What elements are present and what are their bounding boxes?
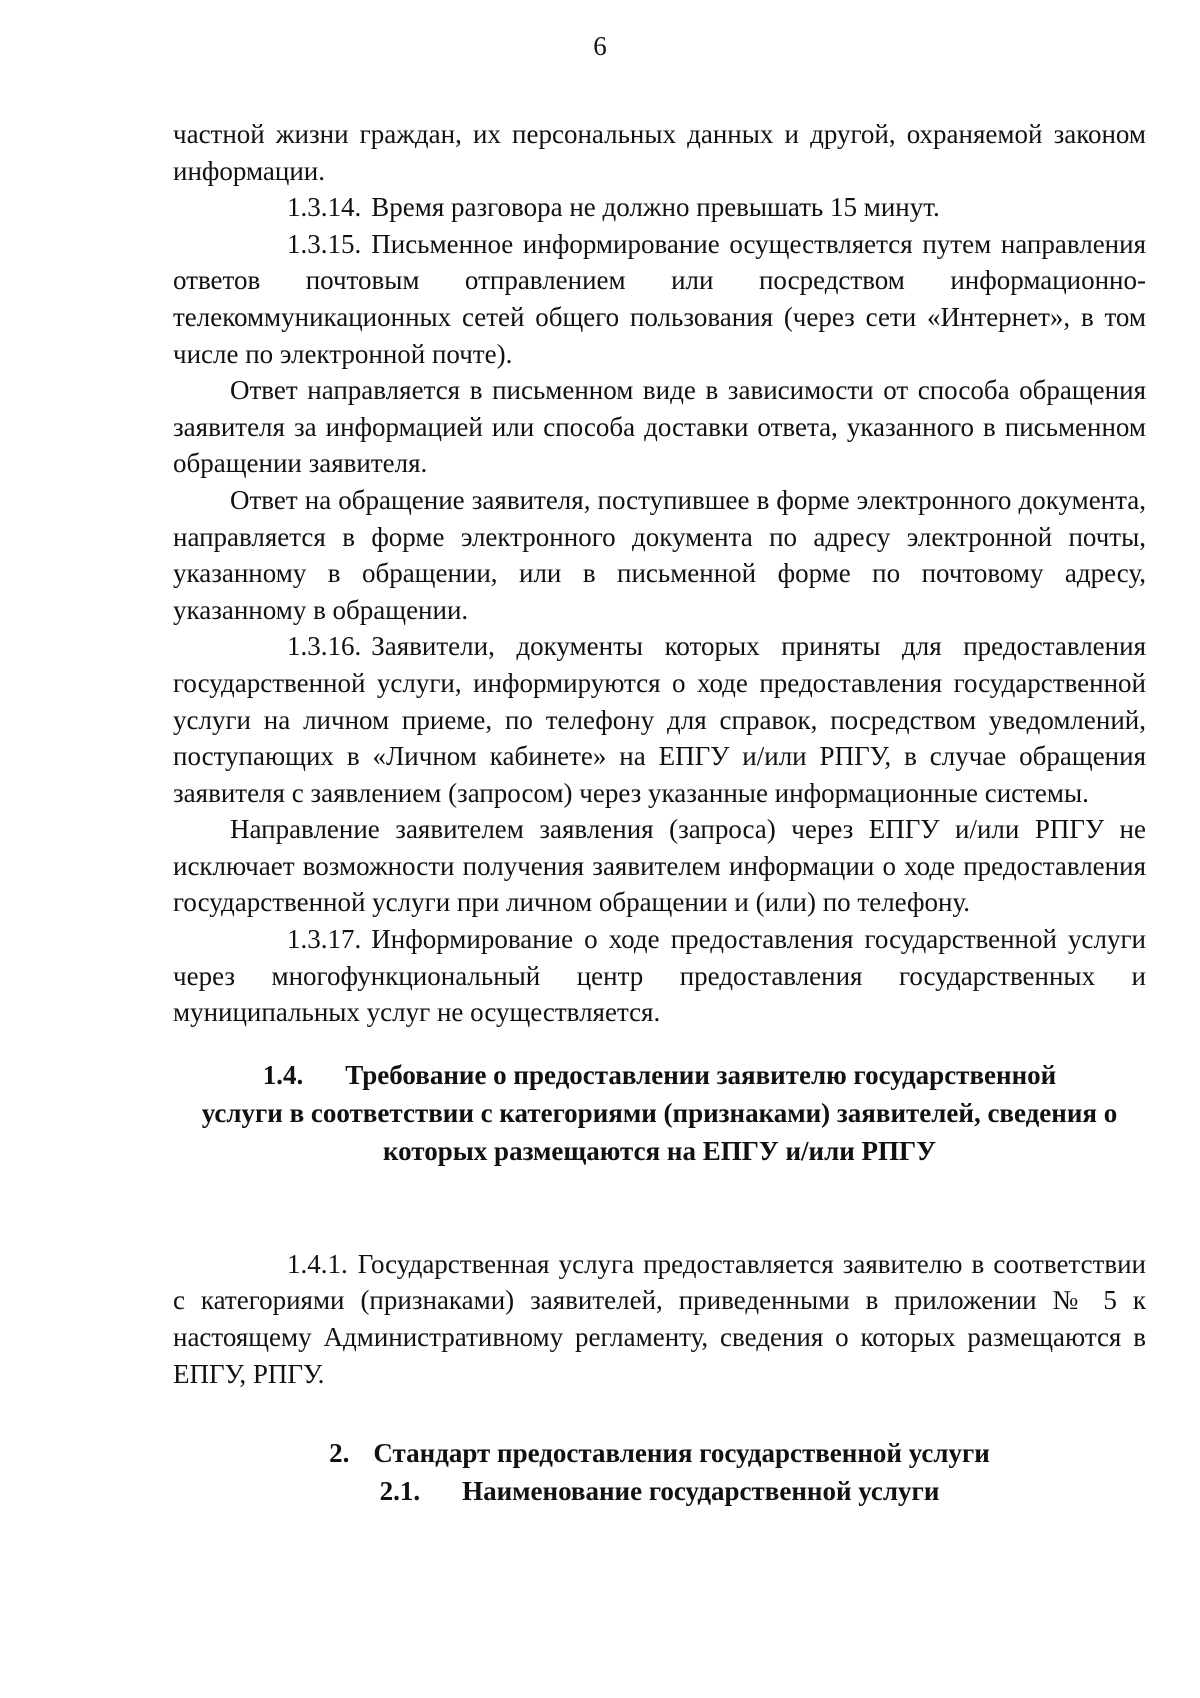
section-heading-2 <box>173 1434 1146 1472</box>
paragraph-1-3-17 <box>173 921 1146 1031</box>
section-heading-1-4 <box>167 1056 1152 1170</box>
paragraph-answer-written: Ответ направляется в письменном виде в зависимости от способа обращения заявителя за информацией или способа доставки ответа, указанного в письменном обращении заявителя. <box>173 375 1146 479</box>
heading-text: Требование о предоставлении заявителю государственной <box>345 1059 1057 1090</box>
clause-text: Заявители, документы которых приняты для предоставления государственной услуги, информируются о ходе предоставления государственной услуги на личном приеме, по телефону для справок, посредством уведомлений, поступающих в «Личном кабинете» на ЕПГУ и/или РПГУ, в случае обращения заявителя с заявлением (запросом) через указанные информационные системы. <box>173 631 1146 808</box>
clause-number: 1.3.16. <box>287 631 362 662</box>
heading-line: услуги в соответствии с категориями (признаками) заявителей, сведения о <box>201 1097 1118 1128</box>
heading-line: которых размещаются на ЕПГУ и/или РПГУ <box>382 1135 937 1166</box>
clause-number: 1.4.1. <box>287 1248 348 1279</box>
heading-number: 2.1. <box>379 1476 421 1507</box>
clause-text: Письменное информирование осуществляется путем направления ответов почтовым отправлением или посредством информационно-телекоммуникационных сетей общего пользования (через сети «Интернет», в том числе по электронной почте). <box>173 228 1146 369</box>
paragraph-1-3-16 <box>173 628 1146 811</box>
heading-number: 1.4. <box>262 1059 304 1090</box>
heading-text: Наименование государственной услуги <box>462 1476 940 1507</box>
paragraph-1-3-15 <box>173 226 1146 372</box>
clause-number: 1.3.17. <box>287 924 362 955</box>
paragraph-answer-electronic: Ответ на обращение заявителя, поступившее в форме электронного документа, направляется в форме электронного документа по адресу электронной почты, указанному в обращении, или в письменной форме по почтовому адресу, указанному в обращении. <box>173 484 1146 625</box>
heading-text: Стандарт предоставления государственной услуги <box>373 1438 990 1469</box>
clause-number: 1.3.15. <box>287 228 362 259</box>
heading-line <box>173 1434 1146 1472</box>
paragraph-direction: Направление заявителем заявления (запроса) через ЕПГУ и/или РПГУ не исключает возможности получения заявителем информации о ходе предоставления государственной услуги при личном обращении и (или) по телефону. <box>173 814 1146 918</box>
clause-text: Информирование о ходе предоставления государственной услуги через многофункциональный центр предоставления государственных и муниципальных услуг не осуществляется. <box>173 924 1146 1028</box>
document-body <box>173 116 1146 1510</box>
clause-text: Время разговора не должно превышать 15 минут. <box>371 192 940 223</box>
paragraph-continuation: частной жизни граждан, их персональных данных и другой, охраняемой законом информации. <box>173 119 1146 186</box>
clause-number: 1.3.14. <box>287 192 362 223</box>
heading-line <box>173 1472 1146 1510</box>
page-number: 6 <box>593 31 607 61</box>
section-heading-2-1 <box>173 1472 1146 1510</box>
heading-line <box>167 1056 1152 1094</box>
paragraph-1-4-1 <box>173 1246 1146 1392</box>
paragraph-1-3-14 <box>173 189 1146 226</box>
clause-text: Государственная услуга предоставляется заявителю в соответствии с категориями (признаками) заявителей, приведенными в приложении № 5 к настоящему Административному регламенту, сведения о которых размещаются в ЕПГУ, РПГУ. <box>173 1248 1146 1389</box>
heading-number: 2. <box>329 1438 350 1469</box>
